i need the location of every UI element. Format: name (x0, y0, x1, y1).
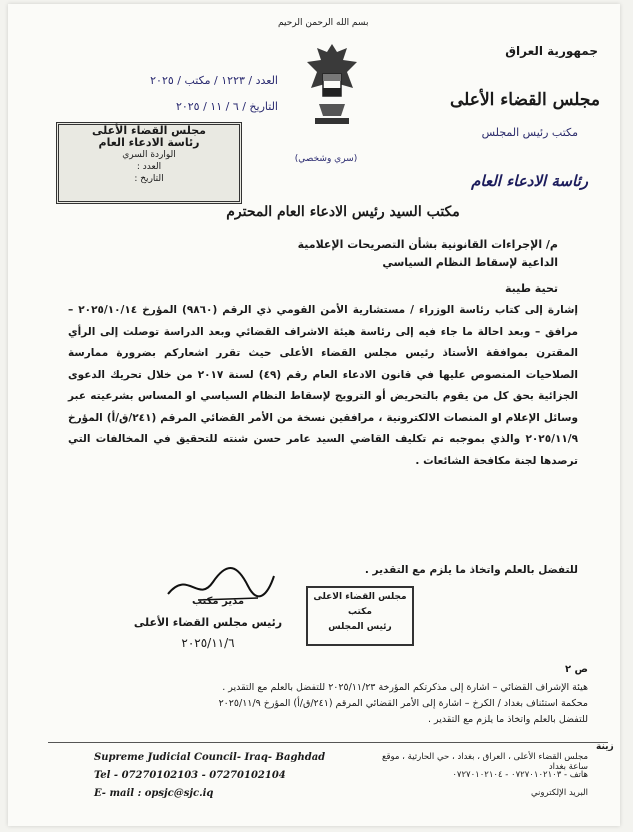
footer-ar-address: مجلس القضاء الأعلى ، العراق ، بغداد ، حي الحارثية ، موقع ساعة بغداد (381, 752, 588, 772)
subject-line: الداعية لإسقاط النظام السياسي (382, 256, 558, 269)
signature-date: ٢٠٢٥/١١/٦ (181, 636, 235, 650)
stamp-line: العدد : (136, 162, 162, 172)
letter-page (8, 4, 620, 826)
footer-en-email: E- mail : opsjc@sjc.iq (94, 788, 214, 799)
stamp-line: مكتب (347, 607, 372, 617)
copies-list (68, 680, 588, 728)
footer-divider (48, 742, 608, 743)
copies-header: ص ٢ (564, 664, 588, 675)
letter-body: إشارة إلى كتاب رئاسة الوزراء / مستشارية الأمن القومي ذي الرقم (٩٨٦٠) المؤرخ ٢٠٢٥/١٠/١٤ – مرافق – وبعد احالة ما جاء فيه إلى رئاسة هيئة الاشراف القضائي وبعد الدراسة توصلت إلى الرأي المقترن بموافقة الأستاذ رئيس مجلس القضاء الأعلى حيث تقرر اشعاركم بضرورة ممارسة الصلاحيات المنصوص عليها في قانون الادعاء العام رقم (٤٩) لسنة ٢٠١٧ من خلال تحريك الدعوى الجزائية بحق كل من يقوم بالتحريض أو الترويج لإسقاط النظام السياسي او المساس بشرعيته عبر وسائل الإعلام او المنصات الالكترونية ، مرافقين نسخة من الأمر القضائي المرقم (٢٤١/ق/أ) المؤرخ ٢٠٢٥/١١/٩ والذي بموجبه تم تكليف القاضي السيد عامر حسن شنته للتحقيق في المخالفات التي ترصدها لجنة مكافحة الشائعات . (68, 304, 579, 467)
copy-item: محكمة استئناف بغداد / الكرخ – اشارة إلى الأمر القضائي المرقم (٢٤١/ق/أ) المؤرخ ٢٠٢٥/١١/٩ (218, 698, 588, 709)
stamp-line: رئاسة الادعاء العام (98, 136, 200, 149)
greeting: تحية طيبة (504, 282, 558, 295)
office-name: مكتب رئيس المجلس (481, 126, 578, 139)
copy-item: هيئة الإشراف القضائي – اشارة إلى مذكرتكم المؤرخة ٢٠٢٥/١١/٢٣ للتفضل بالعلم مع التقدير . (222, 682, 588, 693)
addressee: مكتب السيد رئيس الادعاء العام المحترم (226, 204, 460, 220)
subject-line: م/ الإجراءات القانونية بشأن التصريحات الإعلامية (297, 238, 558, 251)
basmala: بسم الله الرحمن الرحيم (278, 18, 369, 28)
footer-label: زينة (596, 742, 614, 752)
incoming-stamp (56, 122, 242, 204)
handwritten-header: رئاسة الادعاء العام (471, 172, 588, 190)
copy-item: للتفضل بالعلم واتخاذ ما يلزم مع التقدير . (427, 714, 588, 725)
office-stamp (306, 586, 414, 646)
closing-line: للتفضل بالعلم واتخاذ ما يلزم مع التقدير . (364, 564, 578, 576)
council-name: مجلس القضاء الأعلى (450, 90, 600, 110)
footer-ar-email: البريد الإلكتروني (530, 788, 588, 798)
republic-name: جمهورية العراق (505, 44, 598, 58)
stamp-line: مجلس القضاء الأعلى (92, 124, 206, 137)
subject (228, 236, 558, 272)
reference-date: التاريخ / ٦ / ١١ / ٢٠٢٥ (175, 100, 278, 113)
signatory-position: رئيس مجلس القضاء الأعلى (133, 616, 283, 629)
stamp-line: التاريخ : (134, 174, 164, 184)
stamp-line: رئيس المجلس (328, 622, 392, 632)
footer-en-name: Supreme Judicial Council- Iraq- Baghdad (94, 752, 326, 763)
stamp-line: مجلس القضاء الاعلى (313, 592, 407, 602)
classification-label: (سري وشخصي) (294, 154, 358, 164)
stamp-line: الواردة السري (122, 150, 176, 160)
footer-en-tel: Tel - 07270102103 - 07270102104 (94, 770, 286, 781)
signatory-title: مدير مكتب (191, 596, 245, 607)
footer-ar-phone: هاتف - ٠٧٢٧٠١٠٢١٠٣ - ٠٧٢٧٠١٠٢١٠٤ (452, 770, 588, 780)
iraq-eagle-emblem-icon (303, 38, 361, 130)
reference-number: العدد / ١٢٢٣ / مكتب / ٢٠٢٥ (150, 74, 278, 87)
